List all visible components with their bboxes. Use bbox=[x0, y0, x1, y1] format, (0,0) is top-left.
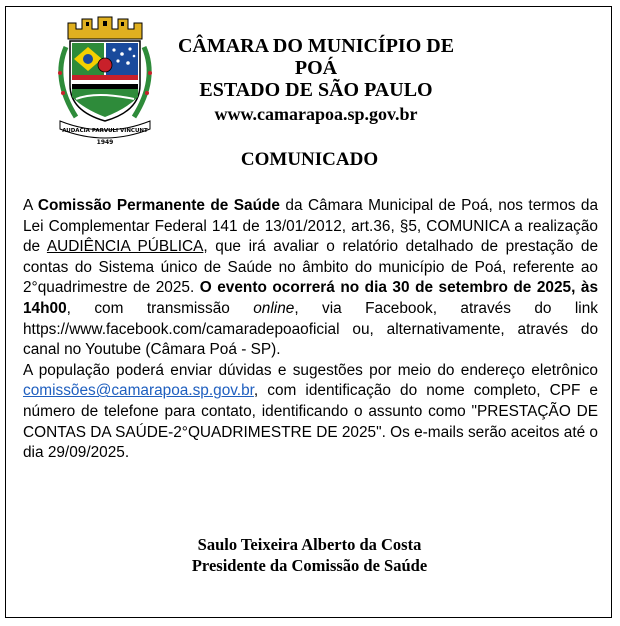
paragraph-1 bbox=[23, 196, 598, 361]
p1-text-4: , com transmissão bbox=[66, 299, 254, 317]
document-title: COMUNICADO bbox=[240, 149, 379, 170]
paragraph-2 bbox=[23, 361, 598, 464]
p1-text-1: A bbox=[23, 197, 38, 214]
p1-text-2: da Câmara Municipal de Poá, nos termos da Lei Complementar Federal 141 de 13/01/2012, art.36, §5, COMUNICA a realização de bbox=[23, 197, 599, 256]
signature-block bbox=[6, 534, 613, 576]
crown bbox=[68, 17, 142, 39]
crest-motto: AUDACIA PARVULI VINCUNT bbox=[62, 128, 148, 134]
p1-text-3: , que irá avaliar o relatório detalhado de prestação de contas do Sistema único de Saúde no âmbito do município de Poá, referente ao 2°quadrimestre de 2025. bbox=[23, 238, 599, 297]
p2-text-1: A população poderá enviar dúvidas e sugestões por meio do endereço eletrônico bbox=[23, 361, 598, 379]
crest-year: 1949 bbox=[96, 139, 114, 146]
p2-text-2: , com identificação do nome completo, CPF e número de telefone para contato, identificando o assunto como "PRESTAÇÃO DE CONTAS DA SAÚDE-2°QUADRIMESTRE DE 2025". Os e-mails serão aceitos até o dia 29/09/2025. bbox=[23, 382, 598, 462]
signatory-role: Presidente da Comissão de Saúde bbox=[191, 556, 428, 575]
header-website: www.camarapoa.sp.gov.br bbox=[214, 104, 418, 124]
letterhead bbox=[156, 35, 476, 127]
document-frame bbox=[5, 6, 612, 618]
document-body bbox=[23, 196, 598, 464]
signatory-name: Saulo Teixeira Alberto da Costa bbox=[197, 535, 422, 554]
event-date-text: O evento ocorrerá no dia 30 de setembro de 2025, às 14h00 bbox=[23, 279, 599, 317]
online-word: online bbox=[253, 299, 295, 317]
header-line-1: CÂMARA DO MUNICÍPIO DE POÁ bbox=[177, 35, 455, 79]
committee-name: Comissão Permanente de Saúde bbox=[37, 197, 280, 214]
public-hearing-label: AUDIÊNCIA PÚBLICA bbox=[46, 238, 204, 256]
email-link[interactable]: comissões@camarapoa.sp.gov.br bbox=[23, 382, 254, 400]
municipal-crest-logo bbox=[46, 13, 164, 146]
header-line-2: ESTADO DE SÃO PAULO bbox=[199, 79, 433, 101]
p1-text-5: , via Facebook, através do link https://www.facebook.com/camaradepoaoficial ou, alternativamente, através do canal no Youtube (Câmara Poá - SP). bbox=[23, 299, 598, 359]
